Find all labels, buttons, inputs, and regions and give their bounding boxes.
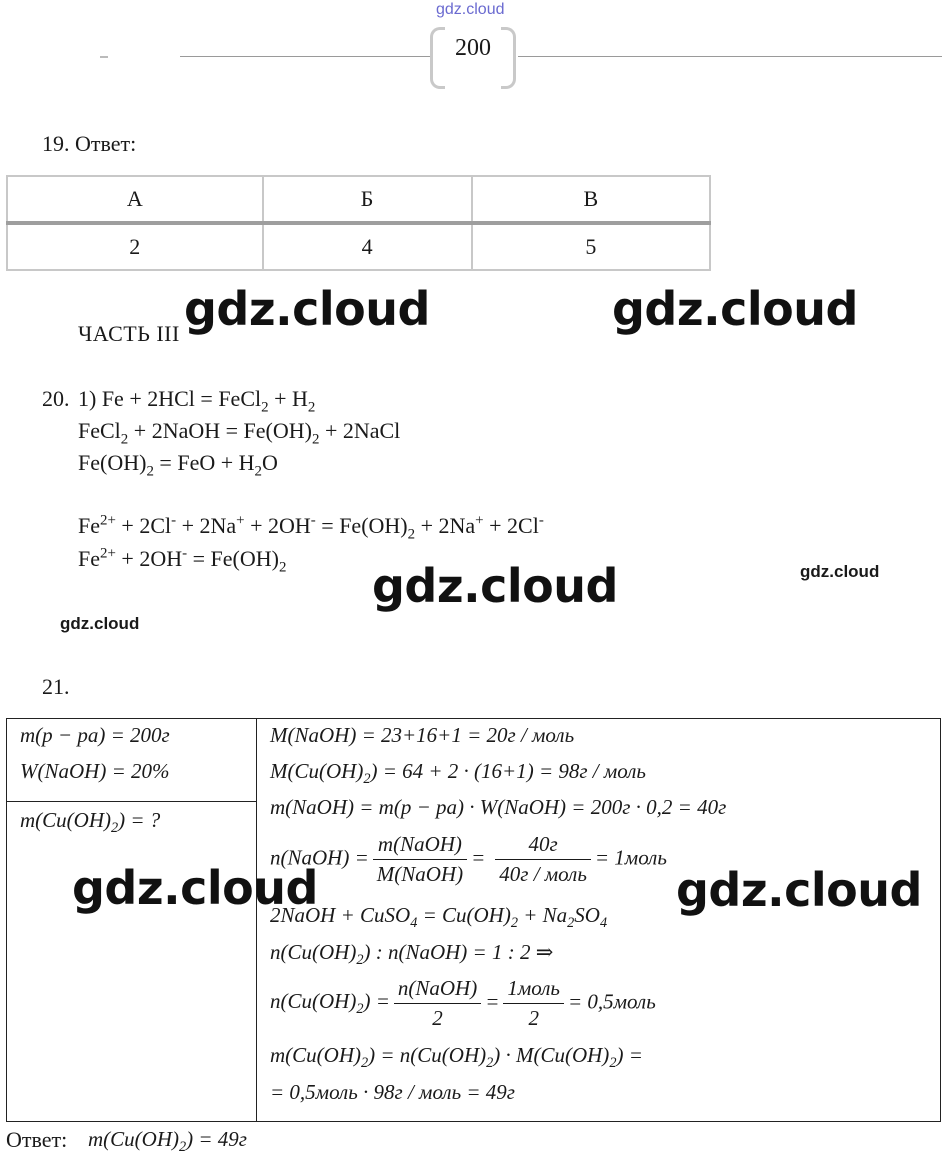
fraction: [495, 832, 591, 887]
fraction-denominator: M(NaOH): [376, 862, 464, 886]
table-header-cell: В: [472, 176, 710, 223]
solution-fraction-line: $n(Cu(OH)_2)$ = $\frac{\text{n(NaOH)}}{2}$ = $\frac{\text{1моль}}{2}$ = 0,5моль: [270, 976, 656, 1030]
part-title: ЧАСТЬ III: [78, 321, 180, 346]
top-watermark: gdz.cloud: [436, 1, 505, 18]
given-line: W(NaOH) = 20%: [20, 759, 170, 783]
table-cell: 2: [7, 223, 263, 270]
solution-line: = 0,5моль · 98г / моль = 49г: [270, 1080, 515, 1104]
solution-line: M(NaOH) = 23+16+1 = 20г / моль: [270, 723, 575, 747]
fraction-denominator: 2: [528, 1006, 539, 1030]
answer-value: $m(Cu(OH)_2) = 49г$: [88, 1127, 247, 1156]
fraction: [503, 976, 564, 1031]
watermark: gdz.cloud: [612, 282, 858, 336]
q20-number: 20.: [42, 386, 70, 411]
q20-line: $Fe^{2+} + 2Cl^- + 2Na^+ + 2OH^- = Fe(OH)_2 + 2Na^+ + 2Cl^-$: [78, 512, 544, 543]
fraction-lhs: $n(Cu(OH)_2)$ =: [270, 989, 390, 1018]
solution-line: $n(Cu(OH)_2)$ : n(NaOH) = 1 : 2 ⇒: [270, 940, 554, 969]
table-header-row: [7, 176, 710, 223]
fraction-numerator: 40г: [495, 832, 591, 860]
page-number-box: [430, 27, 516, 83]
watermark: gdz.cloud: [800, 562, 880, 581]
watermark: gdz.cloud: [676, 863, 922, 917]
q20-line: 1) Fe + 2HCl = FeCl$_2$ + $H_2$: [78, 386, 316, 416]
table-header-cell: Б: [263, 176, 472, 223]
watermark: gdz.cloud: [184, 282, 430, 336]
q19-answer-table: [6, 175, 711, 271]
solution-line: $m(Cu(OH)_2) = n(Cu(OH)_2) \cdot M(Cu(OH)_2)$ =: [270, 1043, 643, 1072]
watermark: gdz.cloud: [372, 559, 618, 613]
table-cell: 4: [263, 223, 472, 270]
fraction-numerator: 1моль: [503, 976, 564, 1004]
q20-line: $Fe(OH)_2$ = FeO + $H_2O$: [78, 450, 278, 480]
table-cell: 5: [472, 223, 710, 270]
q20-line: $Fe^{2+} + 2OH^- = Fe(OH)_2$: [78, 545, 287, 576]
header-dash: [100, 56, 108, 58]
fraction-numerator: n(NaOH): [394, 976, 481, 1004]
solution-line: $M(Cu(OH)_2) = 64 + 2 \cdot (16+1) = 98г$ / моль: [270, 759, 646, 788]
fraction-rhs: = 1моль: [594, 845, 667, 870]
q21-column-divider: [256, 718, 257, 1121]
fraction: [394, 976, 481, 1031]
fraction-rhs: = 0,5моль: [567, 989, 656, 1014]
page-number: 200: [455, 35, 491, 61]
table-header-cell: А: [7, 176, 263, 223]
table-row: [7, 223, 710, 270]
q21-given-divider: [6, 801, 257, 802]
answer-label: Ответ:: [6, 1127, 68, 1152]
solution-line: m(NaOH) = m(p − pa) · W(NaOH) = 200г · 0,2 = 40г: [270, 795, 727, 819]
header-rule-right: [518, 56, 942, 57]
solution-fraction-line: n(NaOH) = $\frac{\text{m(NaOH)}}{\text{M(NaOH)}}$ = $\frac{40г}{\text{40г / моль}}$ = 1моль: [270, 832, 667, 886]
q20-line: FeCl$_2$ + 2NaOH = $Fe(OH)_2$ + 2NaCl: [78, 418, 401, 448]
fraction-numerator: m(NaOH): [373, 832, 467, 860]
fraction-denominator: 40г / моль: [499, 862, 587, 886]
fraction-denominator: 2: [432, 1006, 443, 1030]
fraction-lhs: n(NaOH) =: [270, 845, 369, 870]
fraction: [373, 832, 467, 887]
watermark: gdz.cloud: [60, 614, 140, 633]
solution-line: 2NaOH + CuSO$_4$ = $Cu(OH)_2 + Na_2SO_4$: [270, 903, 608, 932]
header-rule-left: [180, 56, 430, 57]
find-line: $m(Cu(OH)_2)$ = ?: [20, 808, 161, 837]
given-line: m(p − pa) = 200г: [20, 723, 170, 747]
watermark: gdz.cloud: [72, 861, 318, 915]
q19-label: 19. Ответ:: [42, 131, 137, 156]
q21-number: 21.: [42, 674, 70, 699]
